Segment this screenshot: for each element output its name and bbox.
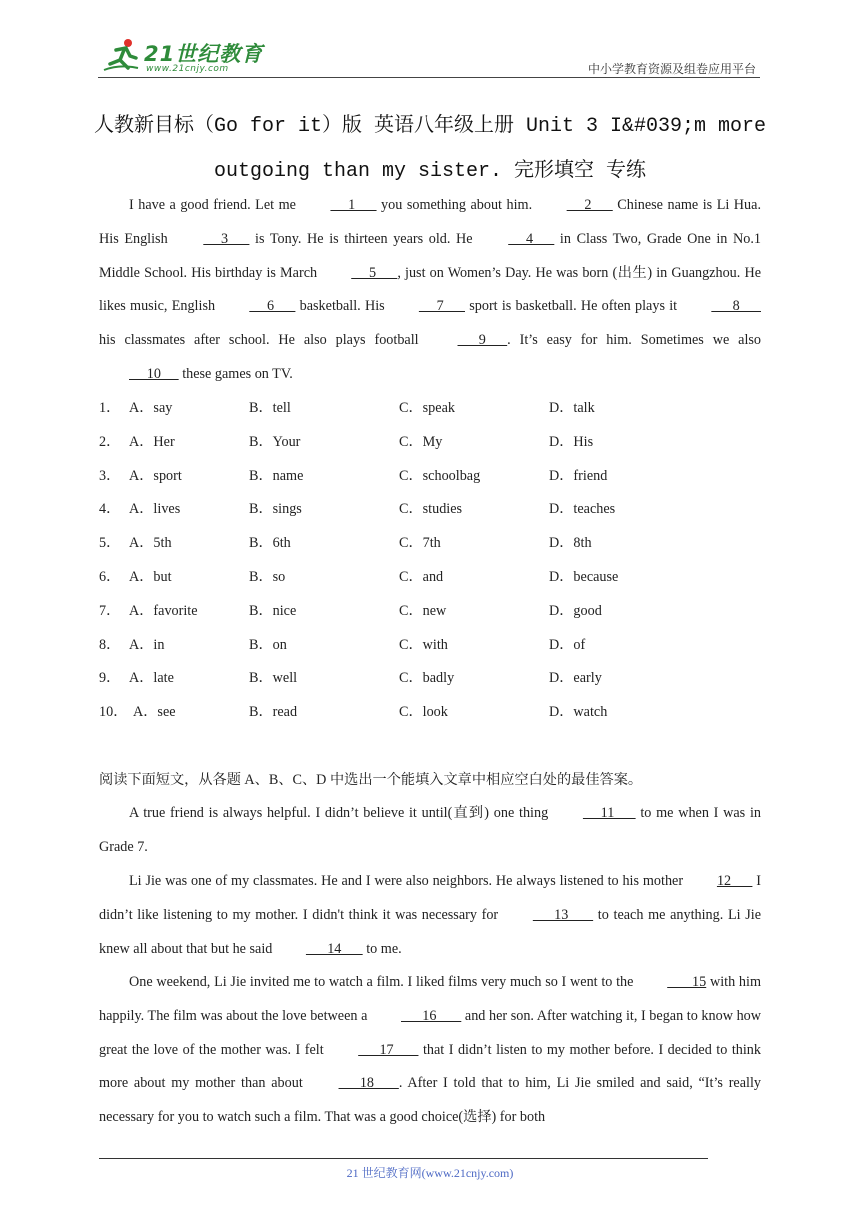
option-a[interactable]: A．say — [129, 400, 173, 416]
document-title-line-2: outgoing than my sister. 完形填空 专练 — [213, 160, 647, 183]
question-number: 4． — [99, 501, 121, 518]
option-b[interactable]: B．well — [249, 670, 298, 687]
option-b[interactable]: B．tell — [249, 400, 291, 416]
blank-5: 5 — [351, 264, 398, 281]
option-a[interactable]: A．see — [133, 704, 176, 721]
option-c[interactable]: C．with — [399, 636, 448, 653]
option-c[interactable]: C．My — [399, 433, 443, 450]
blank-8: 8 — [711, 298, 761, 315]
option-c[interactable]: C．and — [399, 568, 444, 585]
option-d[interactable]: D．8th — [549, 535, 592, 552]
blank-14: 14 — [305, 940, 363, 957]
blank-2: 2 — [566, 197, 613, 213]
option-a[interactable]: A．late — [129, 670, 174, 687]
option-a[interactable]: A．but — [129, 568, 172, 585]
option-c[interactable]: C．7th — [399, 535, 441, 552]
option-c[interactable]: C．schoolbag — [399, 467, 481, 484]
option-b[interactable]: B．6th — [249, 535, 291, 552]
option-a[interactable]: A．lives — [129, 501, 181, 518]
option-d[interactable]: D．early — [549, 670, 602, 687]
option-d[interactable]: D．friend — [549, 467, 608, 484]
option-c[interactable]: C．studies — [399, 501, 463, 518]
blank-6: 6 — [249, 298, 296, 315]
option-b[interactable]: B．sings — [249, 501, 302, 518]
blank-3: 3 — [203, 230, 250, 247]
option-d[interactable]: D．because — [549, 568, 619, 585]
footer-link[interactable]: 21 世纪教育网(www.21cnjy.com) — [346, 1166, 514, 1180]
logo-text: 21世纪教育 — [144, 42, 264, 66]
blank-9: 9 — [457, 332, 508, 349]
option-a[interactable]: A．sport — [129, 467, 182, 484]
logo-url: www.21cnjy.com — [146, 64, 229, 74]
question-number: 7． — [99, 602, 121, 619]
question-number: 9． — [99, 670, 121, 687]
blank-11: 11 — [582, 805, 636, 821]
question-number: 8． — [99, 636, 121, 653]
blank-1: 1 — [330, 197, 377, 213]
question-number: 10． — [99, 704, 128, 721]
blank-7: 7 — [418, 298, 465, 315]
blank-13: 13 — [532, 906, 594, 923]
question-row — [99, 662, 761, 696]
question-row — [99, 696, 761, 730]
option-a[interactable]: A．Her — [129, 433, 175, 450]
question-number: 5． — [99, 535, 121, 552]
option-c[interactable]: C．speak — [399, 400, 455, 416]
option-b[interactable]: B．Your — [249, 433, 301, 450]
option-b[interactable]: B．so — [249, 568, 286, 585]
section-instruction: 阅读下面短文，从各题 A、B、C、D 中选出一个能填入文章中相应空白处的最佳答案。 — [99, 772, 643, 788]
passage-2-para-1: A true friend is always helpful. I didn’t believe it until(直到) one thing 11 to me when I was in Grade 7. — [99, 797, 761, 865]
blank-4: 4 — [508, 230, 555, 247]
blank-10: 10 — [129, 365, 179, 382]
document-title-line-1: 人教新目标（Go for it）版 英语八年级上册 Unit 3 I&#039;m more — [93, 115, 767, 138]
header-divider — [98, 77, 760, 78]
question-row — [99, 493, 761, 527]
question-row — [99, 392, 761, 426]
option-b[interactable]: B．read — [249, 704, 298, 721]
question-row — [99, 595, 761, 629]
platform-name: 中小学教育资源及组卷应用平台 — [587, 62, 756, 76]
question-number: 3． — [99, 467, 121, 484]
blank-12: 12 — [716, 873, 753, 889]
option-b[interactable]: B．name — [249, 467, 304, 484]
passage-2-para-2: Li Jie was one of my classmates. He and I were also neighbors. He always listened to his mother 12 I didn’t like listening to my mother. I didn't think it was necessary for 13 to teach me anything. Li Jie knew all about that but he said 14 to me. — [99, 865, 761, 966]
blank-17: 17 — [358, 1041, 419, 1058]
option-d[interactable]: D．His — [549, 433, 594, 450]
page-header — [98, 30, 760, 78]
blank-18: 18 — [338, 1075, 399, 1092]
question-row — [99, 460, 761, 494]
option-a[interactable]: A．favorite — [129, 602, 198, 619]
question-row — [99, 561, 761, 595]
option-b[interactable]: B．nice — [249, 602, 297, 619]
option-d[interactable]: D．good — [549, 602, 602, 619]
question-row — [99, 629, 761, 663]
option-c[interactable]: C．badly — [399, 670, 455, 687]
footer-divider — [99, 1158, 708, 1159]
option-d[interactable]: D．talk — [549, 400, 595, 416]
question-number: 2． — [99, 433, 121, 450]
question-row — [99, 426, 761, 460]
logo — [98, 36, 268, 76]
question-number: 6． — [99, 568, 121, 585]
option-b[interactable]: B．on — [249, 636, 287, 653]
blank-16: 16 — [401, 1007, 462, 1024]
passage-2-para-3: One weekend, Li Jie invited me to watch a film. I liked films very much so I went to the 15 with him happily. The film was about the love between a 16 and her son. After watching it, I began to know how great the love of the mother was. I felt 17 that I didn’t listen to my mother before. I decided to think more about my mother than about 18 . After I told that to him, Li Jie smiled and said, “It’s really necessary for you to watch such a film. That was a good choice(选择) for both — [99, 966, 761, 1135]
question-number: 1． — [99, 400, 121, 416]
question-options — [99, 392, 761, 730]
option-d[interactable]: D．teaches — [549, 501, 616, 518]
option-a[interactable]: A．in — [129, 636, 165, 653]
option-a[interactable]: A．5th — [129, 535, 172, 552]
option-c[interactable]: C．new — [399, 602, 447, 619]
option-d[interactable]: D．of — [549, 636, 586, 653]
blank-15: 15 — [667, 974, 707, 990]
option-c[interactable]: C．look — [399, 704, 448, 721]
option-d[interactable]: D．watch — [549, 704, 608, 721]
question-row — [99, 527, 761, 561]
runner-logo-icon — [102, 38, 140, 72]
passage-1: I have a good friend. Let me 1 you something about him. 2 Chinese name is Li Hua. His English 3 is Tony. He is thirteen years old. He 4 in Class Two, Grade One in No.1 Middle School. His birthday is March 5 , just on Women’s Day. He was born (出生) in Guangzhou. He likes music, English 6 basketball. His 7 sport is basketball. He often plays it 8 his classmates after school. He also plays football 9 . It’s easy for him. Sometimes we also 10 these games on TV. — [99, 189, 761, 392]
